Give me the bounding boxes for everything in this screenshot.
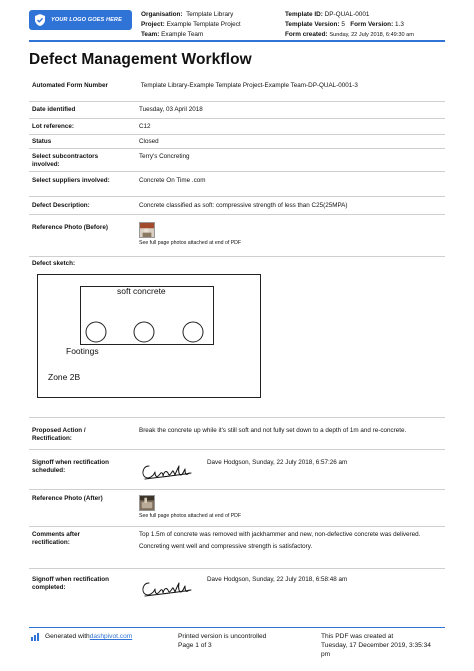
status-value: Closed bbox=[139, 138, 159, 145]
row-date-identified bbox=[29, 102, 445, 119]
reference-photo-before-note: See full page photos attached at end of PDF bbox=[139, 240, 242, 246]
photo-thumbnail-before[interactable] bbox=[139, 222, 155, 238]
lot-reference-label: Lot reference: bbox=[32, 123, 74, 130]
template-version-label: Template Version: bbox=[285, 21, 340, 28]
signoff-completed-value: Dave Hodgson, Sunday, 22 July 2018, 6:58:48 am bbox=[207, 576, 348, 583]
page-title: Defect Management Workflow bbox=[29, 51, 252, 68]
signoff-completed-label: Signoff when rectification completed: bbox=[32, 576, 109, 591]
template-version-value: 5 bbox=[341, 21, 345, 28]
logo-text: YOUR LOGO GOES HERE bbox=[51, 17, 122, 23]
header-org-block bbox=[141, 10, 241, 40]
lot-reference-value: C12 bbox=[139, 123, 151, 130]
form-version-value: 1.3 bbox=[395, 21, 404, 28]
reference-photo-before-label: Reference Photo (Before) bbox=[32, 224, 108, 231]
header-divider bbox=[29, 40, 445, 42]
pdf-created-label: This PDF was created at bbox=[321, 633, 394, 640]
pdf-created-date: Tuesday, 17 December 2019, 3:35:34 bbox=[321, 642, 431, 649]
footer-created bbox=[321, 632, 431, 659]
reference-photo-before-area bbox=[139, 222, 441, 247]
generated-prefix: Generated with bbox=[45, 633, 90, 640]
date-identified-label: Date identified bbox=[32, 106, 76, 113]
suppliers-label: Select suppliers involved: bbox=[32, 177, 110, 184]
signoff-scheduled-label: Signoff when rectification scheduled: bbox=[32, 459, 109, 474]
row-reference-photo-after bbox=[29, 490, 445, 527]
form-created-value: Sunday, 22 July 2018, 6:49:30 am bbox=[329, 32, 414, 38]
comments-after-label: Comments after rectification: bbox=[32, 531, 80, 546]
sketch-text-zone: Zone 2B bbox=[48, 372, 81, 382]
form-version-label: Form Version: bbox=[350, 21, 394, 28]
photo-thumbnail-after[interactable] bbox=[139, 495, 155, 511]
subcontractors-label: Select subcontractors involved: bbox=[32, 153, 99, 168]
organisation-value: Template Library bbox=[184, 11, 234, 18]
reference-photo-after-area bbox=[139, 495, 441, 520]
row-signoff-scheduled bbox=[29, 450, 445, 490]
team-value: Example Team bbox=[161, 31, 204, 38]
automated-form-number-label: Automated Form Number bbox=[32, 82, 108, 89]
company-logo bbox=[29, 10, 132, 30]
suppliers-value: Concrete On Time .com bbox=[139, 177, 206, 184]
defect-description-value: Concrete classified as soft: compressive strength of less than C25(25MPA) bbox=[139, 202, 348, 209]
defect-sketch-label: Defect sketch: bbox=[32, 260, 76, 267]
reference-photo-after-label: Reference Photo (After) bbox=[32, 495, 103, 502]
page-number: Page 1 of 3 bbox=[178, 642, 212, 649]
sketch-text-footings: Footings bbox=[66, 346, 99, 356]
row-suppliers bbox=[29, 172, 445, 197]
defect-description-label: Defect Description: bbox=[32, 202, 90, 209]
signoff-scheduled-value: Dave Hodgson, Sunday, 22 July 2018, 6:57:26 am bbox=[207, 459, 348, 466]
reference-photo-after-note: See full page photos attached at end of PDF bbox=[139, 513, 242, 519]
proposed-action-label: Proposed Action / Rectification: bbox=[32, 427, 86, 442]
team-label: Team: bbox=[141, 31, 160, 38]
pdf-created-time-suffix: pm bbox=[321, 651, 331, 658]
header-template-block bbox=[285, 10, 414, 40]
defect-sketch bbox=[37, 274, 261, 398]
organisation-label: Organisation: bbox=[141, 11, 183, 18]
comments-after-value bbox=[139, 530, 441, 551]
row-proposed-action bbox=[29, 418, 445, 450]
template-id-label: Template ID: bbox=[285, 11, 323, 18]
sketch-text-soft-concrete: soft concrete bbox=[117, 286, 166, 296]
project-value: Example Template Project bbox=[166, 21, 241, 28]
shield-check-icon bbox=[33, 13, 47, 27]
comments-after-paragraph-1: Top 1.5m of concrete was removed with jackhammer and new, non-defective concrete was delivered. bbox=[139, 531, 421, 538]
template-id-value: DP-QUAL-0001 bbox=[324, 11, 370, 18]
comments-after-paragraph-2: Concreting went well and compressive strength is satisfactory. bbox=[139, 543, 313, 550]
row-defect-description bbox=[29, 197, 445, 215]
row-comments-after bbox=[29, 527, 445, 569]
row-reference-photo-before bbox=[29, 215, 445, 257]
printed-uncontrolled-text: Printed version is uncontrolled bbox=[178, 633, 267, 640]
footer-divider bbox=[29, 627, 445, 628]
footer-printed bbox=[178, 632, 266, 650]
row-automated-form-number bbox=[29, 79, 445, 102]
date-identified-value: Tuesday, 03 April 2018 bbox=[139, 106, 203, 113]
row-signoff-completed bbox=[29, 569, 445, 609]
row-subcontractors bbox=[29, 149, 445, 172]
status-label: Status bbox=[32, 138, 52, 145]
row-status bbox=[29, 135, 445, 149]
dashpivot-link[interactable]: dashpivot.com bbox=[89, 633, 133, 640]
signature-image-completed bbox=[139, 575, 194, 601]
bar-chart-icon bbox=[31, 632, 41, 641]
automated-form-number-value: Template Library-Example Template Project-Example Team-DP-QUAL-0001-3 bbox=[139, 82, 358, 89]
footer-generated bbox=[31, 632, 132, 641]
proposed-action-value: Break the concrete up while it's still soft and not fully set down to a depth of 1m and re-concrete. bbox=[139, 427, 407, 434]
subcontractors-value: Terry's Concreting bbox=[139, 153, 190, 160]
form-created-label: Form created: bbox=[285, 31, 328, 38]
signature-image-scheduled bbox=[139, 458, 194, 484]
project-label: Project: bbox=[141, 21, 165, 28]
row-lot-reference bbox=[29, 119, 445, 135]
